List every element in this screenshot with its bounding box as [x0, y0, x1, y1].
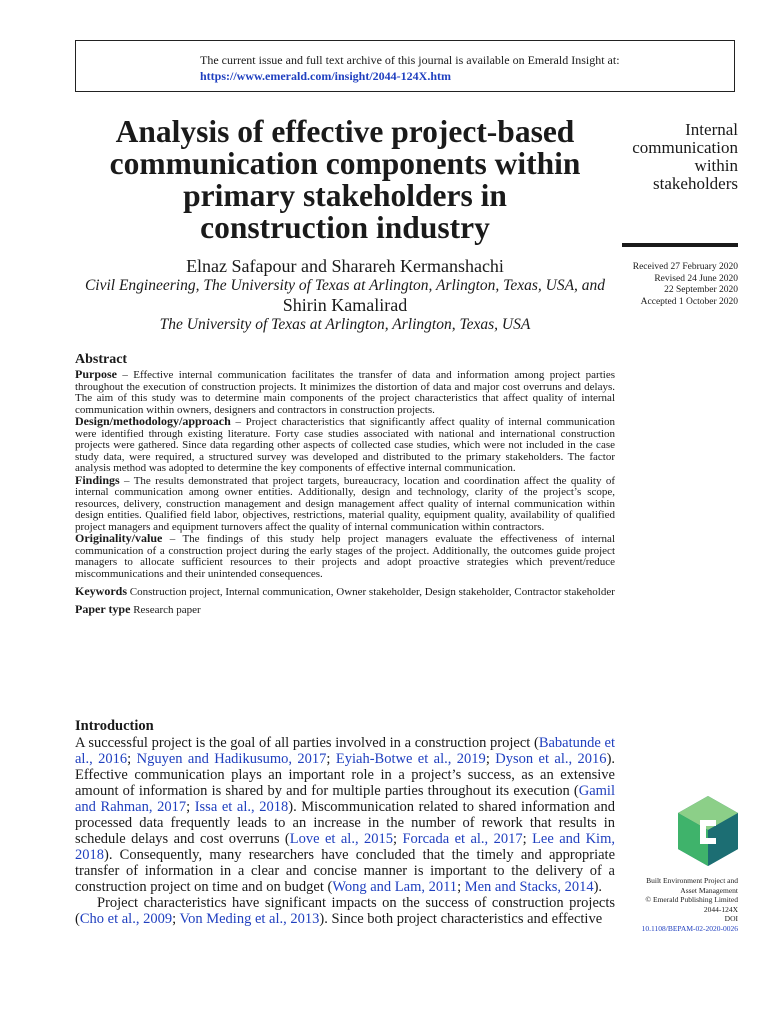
introduction-paragraph-2: Project characteristics have significant impacts on the success of construction projects (Cho et al., 2009; Von Meding et al., 2013). Since both project characteristics and effective	[75, 895, 615, 927]
citation-link[interactable]: Love et al., 2015	[289, 831, 393, 847]
journal-name-2: Asset Management	[680, 885, 738, 895]
abstract-design	[75, 416, 615, 475]
date-accepted: Accepted 1 October 2020	[640, 296, 738, 307]
citation-link[interactable]: Dyson et al., 2016	[495, 751, 607, 767]
date-revised-2: 22 September 2020	[664, 285, 738, 295]
author-names-1: Elnaz Safapour and Sharareh Kermanshachi	[186, 256, 504, 276]
findings-text: – The results demonstrated that project targets, bureaucracy, location and coordination affect the quality of internal communication among owner entities. Additionally, design and technology, clarity of the project’s scope, resources, delivery, construction management and design management affect quality of internal communication within design entities. Qualified field labor, objectives, restrictions, material quality, equipment quality, availability of qualified project managers and equipment turnovers affect the quality of internal communication within contractors.	[75, 474, 615, 533]
running-head-line: stakeholders	[653, 174, 738, 193]
abstract-originality	[75, 533, 615, 580]
abstract-keywords	[75, 584, 615, 600]
purpose-label: Purpose	[75, 367, 117, 381]
archive-notice-box	[75, 40, 735, 92]
abstract	[75, 351, 615, 618]
introduction-section	[75, 717, 615, 927]
design-text: – Project characteristics that significantly affect quality of internal communication were identified through existing literature. Forty case studies associated with national and international construction projects were gathered. Since data regarding other aspects of collected case studies, which were not included in the case study data, were required, a structured survey was developed and distributed to the primary stakeholders. The factor analysis method was adopted to determine the key components of effective internal communication.	[75, 416, 615, 474]
doi-link[interactable]: 10.1108/BEPAM-02-2020-0026	[641, 923, 738, 933]
keywords-label: Keywords	[75, 584, 127, 598]
citation-link[interactable]: Lee and Kim, 2018	[75, 831, 615, 863]
abstract-heading: Abstract	[75, 352, 128, 367]
title-line: construction industry	[200, 210, 490, 245]
findings-label: Findings	[75, 472, 120, 487]
citation-link[interactable]: Wong and Lam, 2011	[332, 879, 458, 895]
date-revised: Revised 24 June 2020	[654, 273, 738, 284]
citation-link[interactable]: Gamil and Rahman, 2017	[75, 783, 615, 815]
citation-link[interactable]: Von Meding et al., 2013	[179, 911, 320, 927]
journal-info	[610, 876, 738, 933]
title-line: Analysis of effective project-based	[115, 114, 575, 149]
issn: 2044-124X	[703, 904, 738, 914]
archive-notice-link[interactable]: https://www.emerald.com/insight/2044-124X.htm	[200, 69, 451, 83]
citation-link[interactable]: Nguyen and Hadikusumo, 2017	[136, 751, 327, 767]
doi-label: DOI	[724, 914, 738, 923]
citation-link[interactable]: Eyiah-Botwe et al., 2019	[335, 751, 486, 767]
archive-notice-text: The current issue and full text archive of this journal is available on Emerald Insight at:	[200, 53, 620, 67]
journal-name-1: Built Environment Project and	[646, 876, 738, 885]
citation-link[interactable]: Babatunde et al., 2016	[75, 735, 615, 767]
date-received: Received 27 February 2020	[632, 262, 738, 272]
author-names-2: Shirin Kamalirad	[282, 295, 408, 315]
copyright: © Emerald Publishing Limited	[645, 895, 738, 904]
abstract-findings	[75, 472, 615, 534]
running-head-rule	[622, 243, 738, 247]
paper-type-label: Paper type	[75, 602, 131, 616]
running-head-line: communication	[632, 138, 738, 157]
author-block	[75, 256, 615, 334]
running-head	[618, 121, 738, 193]
design-label: Design/methodology/approach	[75, 414, 231, 428]
citation-link[interactable]: Cho et al., 2009	[79, 911, 173, 927]
paper-title	[75, 116, 615, 244]
running-head-line: within	[694, 156, 738, 175]
introduction-paragraph-1: A successful project is the goal of all parties involved in a construction project (Babatunde et al., 2016; Nguyen and Hadikusumo, 2017; Eyiah-Botwe et al., 2019; Dyson et al., 2016). Effective communication plays an important role in a project’s success, as an extensive amount of information is shared by and for multiple parties throughout its execution (Gamil and Rahman, 2017; Issa et al., 2018). Miscommunication related to shared information and processed data frequently leads to an increase in the number of rework that results in schedule delays and cost overruns (Love et al., 2015; Forcada et al., 2017; Lee and Kim, 2018). Consequently, many researchers have concluded that the timely and appropriate transfer of information in a clear and concise manner is important to the delivery of a construction project on time and on budget (Wong and Lam, 2011; Men and Stacks, 2014).	[75, 735, 616, 895]
author-affiliation-2: The University of Texas at Arlington, Arlington, Texas, USA	[159, 316, 531, 333]
author-affiliation-1: Civil Engineering, The University of Texas at Arlington, Arlington, Texas, USA, and	[84, 277, 606, 294]
citation-link[interactable]: Issa et al., 2018	[194, 799, 289, 815]
running-head-line: Internal	[685, 120, 738, 139]
introduction-heading: Introduction	[75, 718, 154, 734]
purpose-text: – Effective internal communication facilitates the transfer of data and information among project parties throughout the execution of construction projects. It minimizes the distortion of data and major cost overruns and delays. The aim of this study was to determine main components of the project characteristics that affect quality of internal communication within owners, designers and contractors in construction projects.	[75, 369, 615, 416]
citation-link[interactable]: Men and Stacks, 2014	[464, 879, 594, 895]
paper-type-text: Research paper	[130, 604, 201, 616]
submission-dates	[610, 262, 738, 308]
originality-label: Originality/value	[75, 531, 163, 545]
citation-link[interactable]: Forcada et al., 2017	[402, 831, 523, 847]
abstract-paper-type	[75, 602, 615, 618]
doi-line	[610, 914, 738, 933]
abstract-purpose	[75, 369, 615, 416]
title-line: communication components within	[109, 146, 581, 181]
emerald-publishing-logo-icon	[676, 794, 740, 868]
originality-text: – The findings of this study help project managers evaluate the effectiveness of internal communication of a construction project during the early stages of the project. Additionally, the outcomes guide project managers to allocate sufficient resources to their projects and adopt proactive strategies which prevent/reduce miscommunications and their unintended consequences.	[75, 533, 615, 580]
keywords-text: Construction project, Internal communication, Owner stakeholder, Design stakeholder, Contractor stakeholder	[127, 586, 615, 598]
title-line: primary stakeholders in	[183, 178, 507, 213]
